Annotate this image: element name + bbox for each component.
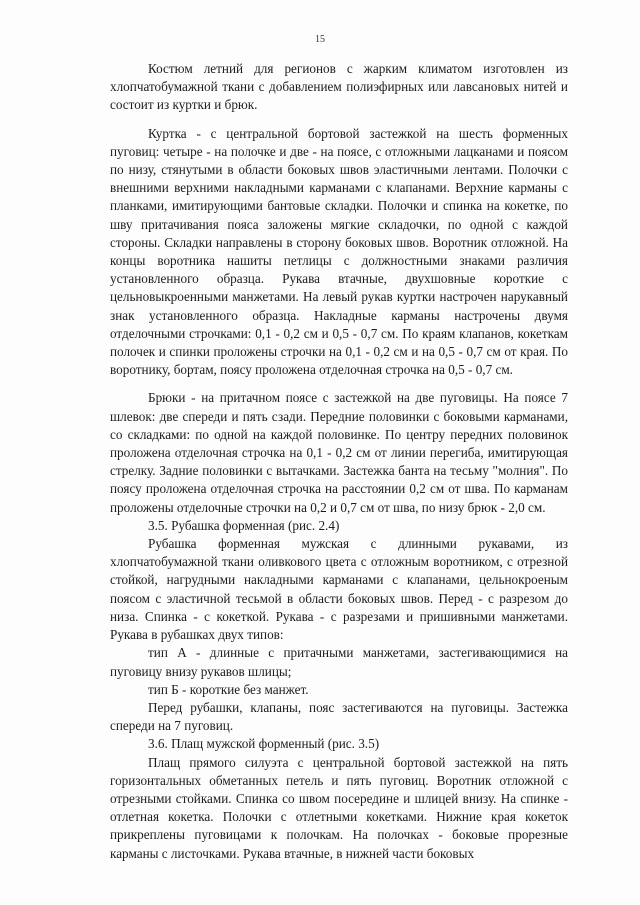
section-heading-coat: 3.6. Плащ мужской форменный (рис. 3.5)	[148, 736, 380, 752]
paragraph-jacket: Куртка - с центральной бортовой застежкой на шесть форменных пуговиц: четыре - на полочке и две - на поясе, с отложными лацканами и поясом по низу, стянутыми в области боковых швов эластичными лентами. Полочки с внешними верхними накладными карманами с клапанами. Верхние карманы с планками, имитирующими бантовые складки. Полочки и спинка на кокетке, по шву притачивания пояса заложены мягкие складочки, по одной с каждой стороны. Складки направлены в сторону боковых швов. Воротник отложной. На концы воротника нашиты петлицы с должностными знаками различия установленного образца. Рукава втачные, двухшовные короткие с цельновыкроенными манжетами. На левый рукав куртки настрочен нарукавный знак установленного образца. Накладные карманы настрочены двумя отделочными строчками: 0,1 - 0,2 см и 0,5 - 0,7 см. По краям клапанов, кокеткам полочек и спинки проложены строчки на 0,1 - 0,2 см и на 0,5 - 0,7 см от края. По воротнику, бортам, поясу проложена отделочная строчка на 0,5 - 0,7 см.	[110, 125, 568, 378]
paragraph-shirt-fastening: Перед рубашки, клапаны, пояс застегиваются на пуговицы. Застежка спереди на 7 пуговиц.	[110, 699, 568, 734]
page-number: 15	[315, 34, 325, 45]
document-body	[110, 60, 568, 863]
section-heading-shirt: 3.5. Рубашка форменная (рис. 2.4)	[148, 517, 340, 533]
paragraph-coat: Плащ прямого силуэта с центральной бортовой застежкой на пять горизонтальных обметанных петель и пять пуговиц. Воротник отложной с отрезными стойками. Спинка со швом посередине и шлицей внизу. На спинке - отлетная кокетка. Полочки с отлетными кокетками. Нижние края кокеток прикреплены пуговицами к полочкам. На полочках - боковые прорезные карманы с листочками. Рукава втачные, в нижней части боковых	[110, 754, 568, 861]
paragraph-sleeve-type-a: тип А - длинные с притачными манжетами, застегивающимися на пуговицу внизу рукавов шлицы;	[110, 645, 568, 679]
paragraph-sleeve-type-b: тип Б - короткие без манжет.	[148, 681, 309, 697]
paragraph-shirt: Рубашка форменная мужская с длинными рукавами, из хлопчатобумажной ткани оливкового цвета с отложным воротником, с отрезной стойкой, нагрудными накладными карманами с клапанами, цельнокроеным поясом с эластичной тесьмой в области боковых швов. Перед - с разрезом до низа. Спинка - с кокеткой. Рукава - с разрезами и пришивными манжетами. Рукава в рубашках двух типов:	[110, 536, 568, 643]
paragraph-trousers: Брюки - на притачном поясе с застежкой на две пуговицы. На поясе 7 шлевок: две спереди и пять сзади. Передние половинки с боковыми карманами, со складками: по одной на каждой половинке. По центру передних половинок проложена отделочная строчка на 0,1 - 0,2 см от линии перегиба, имитирующая стрелку. Задние половинки с вытачками. Застежка банта на тесьму "молния". По поясу проложена отделочная строчка на расстоянии 0,2 см от шва. По карманам проложены отделочные строчки на 0,2 и 0,7 см от шва, по низу брюк - 2,0 см.	[110, 390, 568, 515]
paragraph-intro: Костюм летний для регионов с жарким климатом изготовлен из хлопчатобумажной ткани с добавлением полиэфирных или лавсановых нитей и состоит из куртки и брюк.	[110, 61, 568, 113]
